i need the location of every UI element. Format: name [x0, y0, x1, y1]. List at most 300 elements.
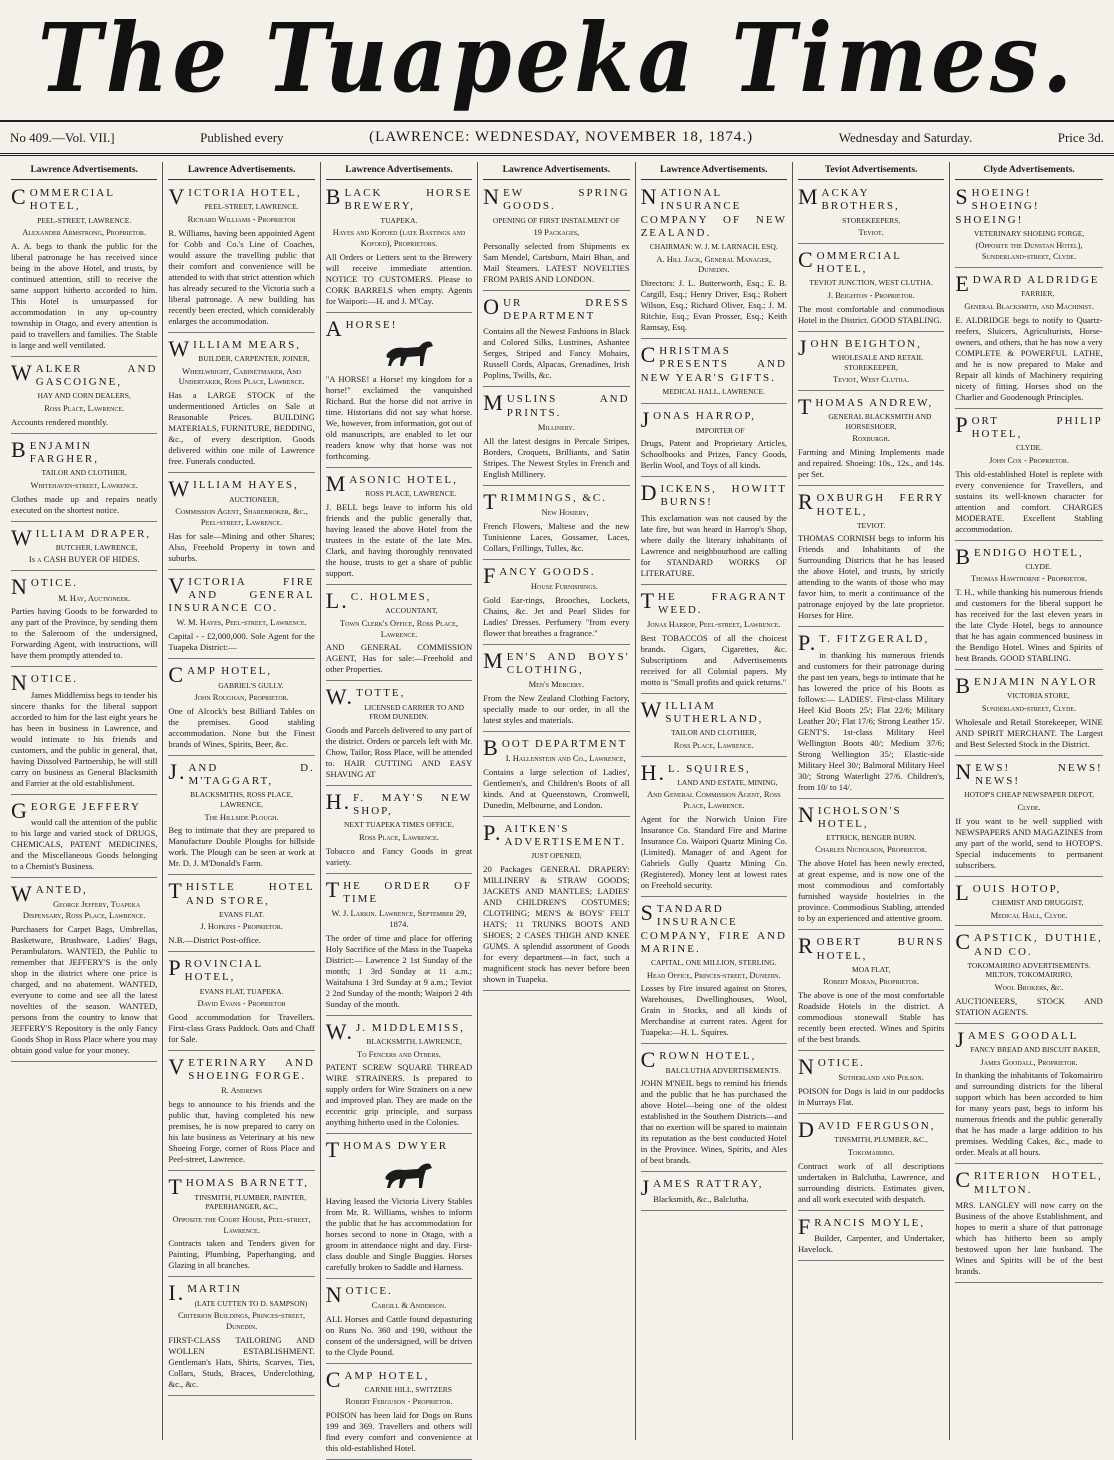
advertisement-title: ROXBURGH FERRY HOTEL, — [797, 489, 945, 518]
advertisement — [326, 877, 472, 1016]
advertisement-text: One of Alcock's best Billiard Tables on the premises. Good stabling accommodation. None but the Finest brands of Wines, Spirits, Beer, &c. — [168, 705, 315, 749]
advertisement — [955, 1167, 1102, 1282]
advertisement-proprietor: R. Andrews — [221, 1085, 263, 1096]
horse-illustration-icon — [379, 336, 439, 370]
advertisement-title: ROBERT BURNS HOTEL, — [797, 933, 945, 962]
advertisement-proprietor: I. Hallenstein and Co., Lawrence, — [505, 753, 626, 764]
advertisement-subtitle: TEVIOT. — [856, 520, 886, 530]
advertisement-title: PROVINCIAL HOTEL, — [168, 955, 264, 984]
advertisement-subtitle: GABRIEL'S GULLY. — [218, 680, 284, 690]
advertisement — [168, 955, 314, 1051]
advertisement-subtitle: (LATE CUTTEN TO D. SAMPSON) — [194, 1298, 308, 1308]
advertisement — [326, 1019, 472, 1135]
advertisement-title: THOMAS ANDREW, — [797, 394, 934, 420]
advertisement-text: FIRST-CLASS TAILORING AND WOLLEN ESTABLISHMENT. Gentleman's Hats, Shirts, Scarves, Ties, Collars, Studs, Braces, Underclothing, &c., &c. — [168, 1335, 315, 1389]
advertisement — [483, 184, 629, 291]
advertisement-subtitle: CAPITAL, ONE MILLION, STERLING. — [650, 957, 777, 967]
advertisement — [955, 184, 1102, 268]
advertisement-title: BLACK HORSE BREWERY, — [325, 184, 473, 213]
advertisement-title: NICHOLSON'S HOTEL, — [797, 801, 902, 830]
column-7 — [950, 162, 1107, 1440]
advertisement-subtitle: MEDICAL HALL, LAWRENCE. — [662, 386, 765, 396]
advertisement — [641, 760, 787, 898]
advertisement-subtitle: CHEMIST AND DRUGGIST, — [991, 897, 1084, 907]
advertisement-proprietor: Teviot, West Clutha. — [833, 374, 910, 385]
advertisement-title: CAPSTICK, DUTHIE, AND CO. — [955, 929, 1103, 958]
advertisement — [955, 673, 1102, 756]
advertisement-text: AND GENERAL COMMISSION AGENT, Has for sale:—Freehold and other Properties. — [325, 642, 473, 675]
advertisement-text: Having leased the Victoria Livery Stables from Mr. R. Williams, wishes to inform the public that he has accommodation for horses second to none in Otago, with a groom in attendance night and day. First-class double and Single Buggies. Horses carefully broken to Saddle and Harness. — [325, 1195, 473, 1272]
advertisement-subtitle: AUCTIONEER, — [229, 494, 279, 504]
advertisement — [168, 184, 314, 333]
advertisement-text: POISON has been laid for Dogs on Runs 199 and 369. Travellers and others will find every comfort and convenience at this old-established Hotel. — [325, 1410, 473, 1454]
price: Price 3d. — [1057, 129, 1104, 145]
advertisement-subtitle: TEVIOT JUNCTION, WEST CLUTHA. — [809, 278, 933, 288]
advertisement — [326, 1282, 472, 1364]
advertisement-text: PATENT SCREW SQUARE THREAD WIRE STRAINERS. Is prepared to supply orders for Wire Strainers on a new and improved plan. They are made on the eccentric grip principle, and surpass anything hitherto used in the Colonies. — [325, 1062, 473, 1128]
advertisement-proprietor: Wheelwright, Cabinetmaker, And Undertaker, Ross Place, Lawrence. — [178, 365, 305, 387]
advertisement-subtitle: CLYDE. — [1025, 561, 1052, 571]
advertisement — [326, 316, 472, 468]
advertisement-title: THOMAS DWYER — [325, 1137, 449, 1163]
advertisement-text: Agent for the Norwich Union Fire Insurance Co. Standard Fire and Marine Insurance Co. Waipori Quartz Mining Co. (Limited). Manager of and Agent for Gabriels Gully Quartz Mining Co. (Registered). Money lent at lowest rates on Freehold security. — [640, 814, 787, 891]
advertisement-title: MUSLINS AND PRINTS. — [483, 390, 630, 419]
advertisement-title: THE FRAGRANT WEED. — [640, 587, 787, 616]
advertisement-proprietor: Opposite the Court House, Peel-street, Lawrence. — [172, 1213, 311, 1235]
advertisement — [641, 184, 787, 339]
advertisement-subtitle: PEEL-STREET, LAWRENCE. — [37, 215, 132, 225]
advertisement-proprietor: The Hillside Plough. — [204, 811, 279, 822]
advertisement-title: NATIONAL INSURANCE COMPANY OF NEW ZEALAND. — [640, 184, 787, 239]
advertisement-proprietor: Robert Ferguson - Proprietor. — [345, 1396, 453, 1407]
advertisement-proprietor: New Hosiery, — [541, 506, 589, 517]
advertisement-title: BENDIGO HOTEL, — [955, 543, 1084, 569]
advertisement-proprietor: J. Hopkins - Proprietor. — [200, 921, 283, 932]
advertisement-title: PORT PHILIP HOTEL, — [955, 411, 1103, 440]
published-label: Published every — [200, 129, 284, 145]
advertisement-title: THOMAS BARNETT, — [168, 1174, 309, 1200]
advertisement-title: NOTICE. — [797, 1054, 865, 1080]
advertisement-subtitle: LICENSED CARRIER TO AND FROM DUNEDIN. — [364, 702, 465, 722]
advertisement-title: VICTORIA HOTEL, — [168, 184, 302, 210]
advertisement — [483, 390, 629, 485]
advertisement-title: H.L. SQUIRES, — [640, 759, 751, 785]
advertisement — [326, 588, 472, 682]
advertisement-text: Has for sale—Mining and other Shares; Also, Freehold Property in town and suburbs. — [168, 530, 315, 563]
advertisement-subtitle: FARRIER, — [1021, 289, 1055, 299]
advertisement-text: Parties having Goods to be forwarded to any part of the Province, by sending them to the Saleroom of the undersigned, Forwarding Agent, with instructions, will have them promptly attended to. — [11, 606, 158, 661]
advertisement-text: Drugs, Patent and Proprietary Articles, Schoolbooks and Prizes, Fancy Goods, Berlin Wool, and Toys of all kinds. — [640, 438, 787, 471]
advertisement-proprietor: George Jeffery, Tuapeka Dispensary, Ross Place, Lawrence. — [22, 898, 146, 920]
advertisement — [168, 1280, 314, 1396]
advertisement — [798, 933, 944, 1051]
advertisement-title: BENJAMIN FARGHER, — [11, 436, 99, 466]
advertisement — [641, 900, 787, 1044]
horse-illustration-icon — [378, 1158, 438, 1192]
advertisement-title: DAVID FERGUSON, — [797, 1117, 936, 1143]
advertisement-text: Contains a large selection of Ladies', Gentlemen's, and Children's Boots of all kinds. And at Queenstown, Cromwell, Dunedin, Melbourne, and London. — [483, 767, 630, 811]
advertisement-subtitle: ACCOUNTANT, — [385, 606, 438, 616]
masthead — [0, 0, 1114, 118]
column-2 — [163, 162, 320, 1440]
advertisement-title: L.C. HOLMES, — [325, 587, 432, 613]
advertisement — [326, 789, 472, 874]
advertisement-subtitle: NEXT TUAPEKA TIMES OFFICE, — [343, 820, 454, 830]
advertisement-title: COMMERCIAL HOTEL, — [11, 184, 115, 213]
advertisement-proprietor: Tokomairiro. — [847, 1147, 895, 1158]
advertisement-text: Contracts taken and Tenders given for Painting, Plumbing, Paperhanging, and Glazing in all branches. — [168, 1238, 315, 1271]
advertisement-title: NEWS! NEWS! NEWS! — [955, 758, 1103, 788]
advertisement — [798, 247, 944, 332]
advertisement-proprietor: Men's Mercery. — [528, 679, 585, 690]
advertisement-title: MEN'S AND BOYS' CLOTHING, — [483, 647, 630, 676]
advertisement-text: The above is one of the most comfortable Roadside Hotels in the district. A commodious stonewall Stable has recently been erected. Wines and Spirits of the best brands. — [797, 990, 945, 1045]
advertisement-text: JOHN M'NEIL begs to remind his friends and the public that he has purchased the above Hotel—being one of the oldest established in the Southern Districts—and that no exertion will be spared to maintain its reputation as the best conducted Hotel in the Province. Wines, Spirits, and Ales of best brands. — [640, 1078, 787, 1166]
advertisement-text: The most comfortable and commodious Hotel in the District. GOOD STABLING. — [797, 303, 945, 325]
advertisement-text: A. A. begs to thank the public for the liberal patronage he has received since being in the above Hotel, and trusts, by continued attention, still to receive the same support hitherto accorded to him. This Hotel is unsurpassed for accommodation in any up-country township in Otago, and every attention is paid to travellers and families. The Stable is large and well ventilated. — [11, 241, 158, 350]
advertisement-subtitle: BUILDER, CARPENTER, JOINER, — [198, 354, 310, 363]
advertisement-text: Clothes made up and repairs neatly executed on the shortest notice. — [11, 493, 158, 515]
advertisement-proprietor: Millinery. — [537, 421, 575, 432]
column-header: Lawrence Advertisements. — [483, 162, 629, 180]
advertisement-proprietor: 19 Packages, — [533, 227, 580, 238]
advertisement-proprietor: Ross Place, Lawrence. — [44, 402, 125, 413]
advertisement-proprietor: (Opposite the Dunstan Hotel), Sunderland-street, Clyde. — [975, 240, 1083, 262]
advertisement-subtitle: BALCLUTHA ADVERTISEMENTS. — [665, 1065, 781, 1075]
advertisement — [798, 802, 944, 931]
advertisement-title: NOTICE. — [11, 670, 79, 696]
advertisement-subtitle: PEEL-STREET, LAWRENCE. — [204, 202, 299, 212]
advertisement — [11, 881, 157, 1062]
advertisement-text: This exclamation was not caused by the late fire, but was heard in Harrop's Shop, where daily the literary inhabitants of Lawrence and neighbourhood are calling for STANDARD WORKS OF LITERATURE. — [640, 512, 787, 578]
advertisement-subtitle: VICTORIA STORE, — [1007, 691, 1070, 701]
advertisement-subtitle: JUST OPENED, — [531, 851, 582, 861]
advertisement-proprietor: Teviot. — [858, 227, 884, 238]
advertisement-text: N.B.—District Post-office. — [168, 935, 261, 946]
advertisement-title: NOTICE. — [11, 574, 79, 600]
advertisement-proprietor: M. Hay, Auctioneer. — [58, 592, 131, 603]
advertisement-title: CHRISTMAS PRESENTS AND NEW YEAR'S GIFTS. — [640, 342, 787, 384]
advertisement-text: Farming and Mining Implements made and repaired. Shoeing: 10s., 12s., and 14s. per Set. — [797, 447, 945, 480]
advertisement-proprietor: James Goodall, Proprietor. — [980, 1056, 1078, 1067]
advertisement-text: "A HORSE! a Horse! my kingdom for a horse!" exclaimed the vanquished Richard. But the horse did not arrive in time. Historians did not say what horse. We, however, from information, got out of old manuscripts, are enabled to let our readers know why that horse was not forthcoming. — [325, 374, 473, 462]
advertisement-proprietor: Wool Brokers, &c. — [994, 981, 1064, 992]
advertisement-title: FRANCIS MOYLE, — [797, 1213, 926, 1239]
advertisement — [11, 525, 157, 572]
advertisement-text: J. BELL begs leave to inform his old friends and the public generally that, having leased the above Hotel from the trustees in the estate of the late Mrs. Clark, and having thoroughly renovated the house, trusts to get a share of public support. — [325, 501, 473, 578]
column-header: Clyde Advertisements. — [955, 162, 1102, 180]
advertisement-text: Personally selected from Shipments ex Sam Mendel, Cartsburn, Mairi Bhan, and Mail Steamers. LATEST NOVELTIES FROM PARIS AND LONDON. — [483, 241, 630, 284]
advertisement-subtitle: TUAPEKA. — [380, 215, 418, 225]
column-header: Lawrence Advertisements. — [11, 162, 157, 180]
advertisement-text: From the New Zealand Clothing Factory, specially made to our order, in all the latest styles and materials. — [483, 693, 630, 725]
advertisement — [955, 271, 1102, 409]
advertisement-text: Contract work of all descriptions undertaken in Balclutha, Lawrence, and surrounding districts. Estimates given, and all work executed with despatch. — [797, 1160, 945, 1204]
advertisement-text: would call the attention of the public to his large and varied stock of DRUGS, CHEMICALS, PATENT MEDICINES, and the Miscellaneous Goods belonging to a Chemist's Business. — [11, 816, 158, 871]
advertisement-text: The order of time and place for offering Holy Sacrifice of the Mass in the Tuapeka District:— Lawrence 2 1st Sunday of the month; 1 3rd Sunday at 11 a.m.; Waitahuna 1 3rd Sunday at 9 a.m.; Teviot 2 2nd Sunday of the month; Waipori 2 4th Sunday of the month. — [325, 932, 473, 1009]
advertisement-text: MRS. LANGLEY will now carry on the Business of the above Establishment, and hopes to merit a share of that patronage which has hitherto been so amply bestowed upon her late husband. The Wines and Spirits will be of the best brands. — [955, 1199, 1103, 1276]
advertisement-text: Accounts rendered monthly. — [11, 416, 109, 427]
advertisement-subtitle: WHOLESALE AND RETAIL STOREKEEPER, — [831, 353, 924, 372]
advertisement — [11, 798, 157, 878]
advertisement-subtitle: IMPORTER OF — [695, 425, 745, 435]
advertisement — [326, 471, 472, 585]
advertisement-title: P.T. FITZGERALD, — [797, 630, 930, 656]
advertisement — [168, 476, 314, 570]
advertisement-subtitle: ROSS PLACE, LAWRENCE. — [365, 489, 457, 499]
advertisement — [483, 735, 629, 817]
advertisement-subtitle: BUTCHER, LAWRENCE, — [55, 542, 138, 552]
column-5 — [636, 162, 793, 1440]
advertisement — [641, 697, 787, 757]
advertisement — [798, 1054, 944, 1114]
column-header: Lawrence Advertisements. — [641, 162, 787, 180]
advertisement-title: J.AND D. M'TAGGART, — [168, 758, 315, 788]
advertisement-proprietor: John Cox - Proprietor. — [989, 454, 1069, 465]
advertisement-text: Beg to intimate that they are prepared to Manufacture Double Ploughs for hillside work. The Plough can be seen at work at Mr. D. J. M'Donald's Farm. — [168, 825, 315, 869]
column-header: Lawrence Advertisements. — [168, 162, 314, 180]
advertisement — [798, 394, 944, 486]
advertisement-proprietor: A. Hill Jack, General Manager, Dunedin. — [656, 253, 772, 275]
advertisement-proprietor: And General Commission Agent, Ross Place, Lawrence. — [646, 789, 781, 811]
advertisement-proprietor: Alexander Armstrong, Proprietor. — [22, 227, 147, 238]
advertisement-subtitle: TOKOMAIRIRO ADVERTISEMENTS. MILTON, TOKOMAIRIRO, — [967, 960, 1091, 980]
advertisement — [168, 1054, 314, 1171]
advertisement — [11, 670, 157, 794]
advertisement-title: THISTLE HOTEL AND STORE, — [168, 878, 315, 907]
advertisement — [955, 544, 1102, 671]
advertisement-text: begs to announce to his friends and the public that, having completed his new premises, he is now prepared to carry on his late business as Veterinary at his new Shoeing Forge, corner of Ross Place and Peel-street, Lawrence. — [168, 1099, 315, 1165]
advertisement-subtitle: TINSMITH, PLUMBER, PAINTER, PAPERHANGER, &C., — [194, 1192, 307, 1212]
advertisement-title: BENJAMIN NAYLOR — [955, 673, 1098, 699]
advertisement-title: MASONIC HOTEL, — [325, 471, 458, 497]
advertisement-title: COMMERCIAL HOTEL, — [797, 247, 902, 276]
column-4 — [478, 162, 635, 1440]
advertisement-proprietor: Thomas Hawthorne - Proprietor. — [970, 573, 1088, 584]
advertisement-text: THOMAS CORNISH begs to inform his Friends and Inhabitants of the Surrounding Districts that he has leased the above Hotel, and trusts, by strictly attending to the wants of those who may favor him, to merit a continuance of the patronage enjoyed by the late proprietor. Horses for Hire. — [797, 533, 945, 621]
advertisement-text: Blacksmith, &c., Balclutha. — [653, 1194, 749, 1205]
column-header: Lawrence Advertisements. — [326, 162, 472, 180]
advertisement-subtitle: ETTRICK, BENGER BURN. — [826, 832, 917, 842]
advertisement — [483, 648, 629, 732]
advertisement-text: R. Williams, having been appointed Agent for Cobb and Co.'s Line of Coaches, would assure the travelling public that their comfort and convenience will be attended to with that strict attention which has already secured to the Victoria such a liberal patronage. A new building has recently been erected, which considerably enlarges the accommodation. — [168, 227, 315, 326]
advertisement-title: JAMES GOODALL — [955, 1026, 1079, 1052]
advertisement — [955, 759, 1102, 877]
advertisement-title: NOTICE. — [325, 1281, 393, 1307]
advertisement-subtitle: HOTOP'S CHEAP NEWSPAPER DEPOT, — [964, 790, 1094, 800]
advertisement-proprietor: Richard Williams - Proprietor — [187, 213, 296, 224]
advertisement-proprietor: General Blacksmith, and Machinist. — [964, 300, 1094, 311]
advertisement-title: DICKENS, HOWITT BURNS! — [640, 480, 787, 509]
column-6 — [793, 162, 950, 1440]
advertisement-proprietor: Ross Place, Lawrence. — [673, 739, 754, 750]
advertisement — [168, 662, 314, 756]
advertisement-subtitle: TAILOR AND CLOTHIER, — [41, 468, 127, 478]
advertisement-proprietor: Is a CASH BUYER OF HIDES. — [28, 554, 140, 565]
advertisement — [11, 360, 157, 434]
advertisement — [11, 437, 157, 522]
advertisement-title: JOHN BEIGHTON, — [797, 334, 922, 360]
advertisement-proprietor: Commission Agent, Sharebroker, &c., Peel-street, Lawrence. — [175, 506, 308, 527]
advertisement-proprietor: W. M. Hayes, Peel-street, Lawrence. — [176, 617, 307, 628]
advertisement-title: WALKER AND GASCOIGNE, — [11, 360, 158, 389]
advertisement-proprietor: Roxburgh. — [852, 433, 890, 444]
advertisement-text: Builder, Carpenter, and Undertaker, Havelock. — [797, 1233, 945, 1255]
advertisement-text: All the latest designs in Percale Stripes, Borders, Croquets, Brilliants, and Satin Stripes. The Newest Styles in French and English Millinery. — [483, 435, 630, 479]
advertisement-text: This old-established Hotel is replete with every convenience for Travellers, and sustains its well-known character for attention and comfort. CHARGES MODERATE. Excellent Stabling accommodation. — [955, 468, 1103, 534]
advertisement-title: VETERINARY AND SHOEING FORGE. — [168, 1054, 315, 1083]
advertisement-text: 20 Packages GENERAL DRAPERY: MILLINERY & STRAW GOODS; JACKETS AND MANTLES; LADIES' AND CHILDREN'S COSTUMES; CLOTHING; MEN'S & BOYS' FELT HATS; 11 TRUNKS BOOTS AND SHOES; 2 CASES THIGH AND KNEE GUMS. A splendid assortment of Goods for every department—in fact, such a magnificent stock has never before been shown in Tuapeka. — [483, 864, 630, 985]
advertisement-text: Directors: J. L. Butterworth, Esq.; E. B. Cargill, Esq.; Henry Driver, Esq.; Robert Wilson, Esq.; Richard Oliver, Esq.; J. M. Ritchie, Esq.; Evan Prosser, Esq.; Keith Ramsay, Esq. — [640, 278, 787, 333]
advertisement-text: Gold Ear-rings, Brooches, Lockets, Chains, &c. Jet and Pearl Slides for Ladies' Dresses. Perfumery "from every flower that breathes a fragrance." — [483, 594, 630, 638]
advertisement-text: French Flowers, Maltese and the new Tunisienne Laces, Gossamer, Laces, Collars, Frillings, Tulles, &c. — [483, 520, 630, 553]
advertisement-proprietor: Medical Hall, Clyde. — [990, 909, 1068, 920]
advertisement — [326, 684, 472, 785]
advertisement-title: AHORSE! — [325, 315, 398, 341]
advertisement-columns — [6, 162, 1108, 1454]
advertisement-title: I.MARTIN — [168, 1280, 242, 1306]
advertisement — [11, 184, 157, 357]
date-location: (LAWRENCE: WEDNESDAY, NOVEMBER 18, 1874.) — [369, 129, 754, 145]
advertisement-text: AUCTIONEERS, STOCK AND STATION AGENTS. — [955, 995, 1103, 1017]
advertisement-title: GEORGE JEFFERY — [11, 797, 141, 823]
advertisement — [168, 759, 314, 875]
advertisement-title: THE ORDER OF TIME — [325, 876, 473, 905]
advertisement-proprietor: Clyde. — [1017, 801, 1041, 812]
advertisement-subtitle: EVANS FLAT, TUAPEKA. — [199, 986, 284, 996]
advertisement-proprietor: Sutherland and Polson. — [838, 1072, 924, 1083]
advertisement-proprietor: Whitehaven-street, Lawrence. — [30, 479, 138, 490]
advertisement — [641, 407, 787, 477]
dateline-bar — [0, 120, 1114, 156]
advertisement-text: Best TOBACCOS of all the choicest brands. Cigars, Cigarettes, &c. Subscriptions and Advertisements received for all Colonial papers. My motto is "Small profits and quick returns." — [640, 632, 787, 687]
advertisement-text: E. ALDRIDGE begs to notify to Quartz-reefers, Sluicers, Agriculturists, Horse-owners, and others, that he has now a very COMPLETE & POWERFUL LATHE, and he is now prepared to Make and Repair all kinds of Machinery requiring nicety of fitting. Horses shod on the Charlier and Goodenough Principles. — [955, 314, 1103, 402]
advertisement-title: WILLIAM DRAPER, — [11, 524, 152, 550]
advertisement-title: FANCY GOODS. — [483, 562, 596, 588]
advertisement-text: Tobacco and Fancy Goods in great variety. — [325, 845, 473, 867]
advertisement-text: Losses by Fire insured against on Stores, Warehouses, Dwellinghouses, Wool, Grain in Stocks, and all kinds of Merchandise at current rates. Agent for Tuapeka:—H. L. Squires. — [640, 983, 787, 1038]
advertisement-proprietor: J. Beighton - Proprietor. — [827, 289, 915, 300]
advertisement-subtitle: LAND AND ESTATE, MINING, — [677, 777, 778, 787]
advertisement-subtitle: TINSMITH, PLUMBER, &C., — [834, 1135, 928, 1145]
advertisement-proprietor: John Roughan, Proprietor. — [194, 692, 289, 703]
publication-days: Wednesday and Saturday. — [838, 129, 973, 145]
column-3 — [321, 162, 478, 1454]
advertisement-text: In thanking the inhabitants of Tokomairiro and surrounding districts for the liberal support which has been accorded to him for many years past, begs to inform his numerous friends and the public generally that he has made a large addition to his premises. Wedding Cakes, &c., made to order. Meals at all hours. — [955, 1070, 1103, 1158]
advertisement-text: POISON for Dogs is laid in our paddocks in Murrays Flat. — [797, 1086, 945, 1108]
advertisement — [798, 489, 944, 627]
advertisement-subtitle: VETERINARY SHOEING FORGE, — [973, 228, 1085, 238]
advertisement — [641, 1175, 787, 1211]
advertisement-proprietor: W. J. Larkin. Lawrence, September 29, 1874. — [331, 907, 467, 929]
advertisement-subtitle: CLYDE. — [1015, 443, 1043, 453]
advertisement-text: Capital - - £2,000,000. Sole Agent for the Tuapeka District:— — [168, 631, 315, 653]
advertisement-title: WILLIAM HAYES, — [168, 476, 299, 502]
advertisement-text: T. H., while thanking his numerous friends and customers for the liberal support he has received for the last eleven years in the late Clyde Hotel, begs to announce that he has again commenced business in the Bendigo Hotel. Wines and Spirits of best Brands. GOOD STABLING. — [955, 587, 1103, 664]
advertisement-title: WILLIAM SUTHERLAND, — [640, 696, 764, 725]
advertisement-title: EDWARD ALDRIDGE — [955, 271, 1100, 297]
advertisement-text: Wholesale and Retail Storekeeper, WINE AND SPIRIT MERCHANT. The Largest and Best Selected Stock in the District. — [955, 716, 1103, 749]
advertisement — [641, 342, 787, 404]
advertisement — [326, 1137, 472, 1278]
advertisement-subtitle: OPENING OF FIRST INSTALMENT OF — [492, 215, 620, 225]
advertisement — [483, 489, 629, 560]
advertisement — [955, 1027, 1102, 1165]
advertisement-text: in thanking his numerous friends and customers for their patronage during the past ten years, begs to intimate that he has lowered the price of his Boots as follows:— LADIES'. First-class Military Heel Kid Boots 25/; Flat 22/6; Military Leather 20/; Flat 17/6; Strong Leather 15/. GENT'S. 1st-class Military Heel Wellington Boots 40/; Medium 37/6; Strong Wellington 35/; Elastic-side Military Heel 30/; Balmoral Military Heel 30/; Strong Waterlight 27/6. Children's, from 10/ to 14/. — [797, 649, 945, 792]
advertisement — [798, 630, 944, 798]
advertisement — [798, 1117, 944, 1211]
advertisement-text: If you want to be well supplied with NEWSPAPERS AND MAGAZINES from any part of the world, send to HOTOP'S. Special inducements to permanent subscribers. — [955, 815, 1103, 870]
advertisement-text: Contains all the Newest Fashions in Black and Colored Silks, Lustrines, Ashantee Serges, Striped and Fancy Mohairs, Russell Cords, Alpacas, Grenadines, Irish Poplins, Twills, &c. — [483, 326, 630, 381]
advertisement-text: Has a LARGE STOCK of the undermentioned Articles on Sale at Reasonable Prices. BUILDING MATERIALS, FURNITURE, BEDDING, &c., of every description. Goods delivered within one mile of Lawrence free. Funerals conducted. — [168, 390, 315, 467]
advertisement-subtitle: HAY AND CORN DEALERS, — [37, 391, 131, 401]
advertisement — [168, 1174, 314, 1277]
advertisement — [168, 878, 314, 952]
issue-number: No 409.—Vol. VII.] — [10, 129, 115, 145]
advertisement-title: TRIMMINGS, &C. — [483, 488, 607, 514]
advertisement-subtitle: FANCY BREAD AND BISCUIT BAKER, — [970, 1045, 1101, 1054]
advertisement-text: The above Hotel has been newly erected, at great expense, and is now one of the most commodious and comfortably furnished wayside hostelries in the province. Commodious Stabling, attended to by an experienced and attentive groom. — [797, 858, 945, 924]
advertisement-subtitle: BLACKSMITH, LAWRENCE, — [366, 1036, 462, 1046]
advertisement-title: WANTED, — [11, 880, 88, 906]
advertisement — [11, 574, 157, 667]
advertisement — [955, 880, 1102, 927]
advertisement-subtitle: CHAIRMAN: W. J. M. LARNACH, ESQ. — [649, 241, 778, 251]
advertisement-subtitle: BLACKSMITHS, ROSS PLACE, LAWRENCE, — [190, 790, 294, 809]
advertisement — [955, 929, 1102, 1023]
advertisement — [326, 1367, 472, 1460]
advertisement — [641, 588, 787, 694]
advertisement-title: H.F. MAY'S NEW SHOP, — [325, 788, 473, 817]
advertisement — [798, 1214, 944, 1261]
column-header: Teviot Advertisements. — [798, 162, 944, 180]
advertisement — [483, 294, 629, 387]
advertisement-title: CAMP HOTEL, — [325, 1366, 430, 1392]
advertisement — [955, 412, 1102, 541]
advertisement-title: CRITERION HOTEL, MILTON. — [955, 1167, 1103, 1196]
advertisement-text: All Orders or Letters sent to the Brewery will receive immediate attention. NOTICE TO CUSTOMERS. Please to CORK BARRELS when empty. Agents for Waipori:—H. and J. M'Cay. — [325, 251, 473, 306]
advertisement-subtitle: EVANS FLAT. — [219, 909, 265, 919]
advertisement — [168, 573, 314, 659]
advertisement-title: SHOEING! SHOEING! SHOEING! — [955, 184, 1040, 226]
advertisement-title: W.TOTTE, — [325, 684, 406, 710]
advertisement-text: ALL Horses and Cattle found depasturing on Runs No. 360 and 190, without the consent of the undersigned, will be driven to the Clyde Pound. — [325, 1313, 473, 1357]
advertisement-proprietor: Robert Moran, Proprietor. — [823, 976, 920, 987]
advertisement-text: Goods and Parcels delivered to any part of the district. Orders or parcels left with Mr. Chow, Tailor, Ross Place, will be attended to. HAIR CUTTING AND EASY SHAVING AT — [325, 724, 473, 779]
advertisement-title: OUR DRESS DEPARTMENT — [483, 294, 630, 323]
advertisement-title: CAMP HOTEL, — [168, 662, 273, 688]
advertisement-title: W.J. MIDDLEMISS, — [325, 1018, 466, 1044]
column-1 — [6, 162, 163, 1440]
advertisement — [641, 1047, 787, 1172]
newspaper-title: The Tuapeka Times. — [37, 2, 1077, 114]
advertisement-title: LOUIS HOTOP, — [955, 879, 1062, 905]
advertisement-proprietor: House Furnishings. — [530, 580, 599, 591]
advertisement-title: VICTORIA FIRE AND GENERAL INSURANCE CO. — [168, 572, 315, 615]
advertisement-proprietor: Criterion Buildings, Princes-street, Dunedin. — [178, 1310, 306, 1332]
advertisement-subtitle: CARNIE HILL, SWITZERS — [364, 1384, 452, 1394]
advertisement-proprietor: Ross Place, Lawrence. — [359, 831, 439, 842]
advertisement — [798, 184, 944, 244]
advertisement-text: Purchasers for Carpet Bags, Umbrellas, Basketware, Brushware, Ladies' Bags, Perambulators. WANTED, the Public to remember that JEFFERY'S is the only shop in the district where one price is charged, and no abatement. WANTED, everyone to come and see all the latest novelties of the season. WANTED, persons from the country to know that JEFFERY'S Repository is the only Fancy Goods Shop in Ross Place where you may obtain good value for your money. — [11, 923, 158, 1055]
advertisement-title: STANDARD INSURANCE COMPANY, FIRE AND MARINE. — [640, 900, 787, 955]
advertisement-subtitle: TAILOR AND CLOTHIER, — [671, 728, 757, 738]
advertisement-proprietor: To Fencers and Others. — [357, 1048, 441, 1059]
advertisement-proprietor: Head Office, Princes-street, Dunedin. — [646, 969, 781, 980]
advertisement-proprietor: Jonas Harrop, Peel-street, Lawrence. — [647, 618, 781, 629]
advertisement — [641, 480, 787, 584]
advertisement-title: MACKAY BROTHERS, — [797, 184, 900, 213]
